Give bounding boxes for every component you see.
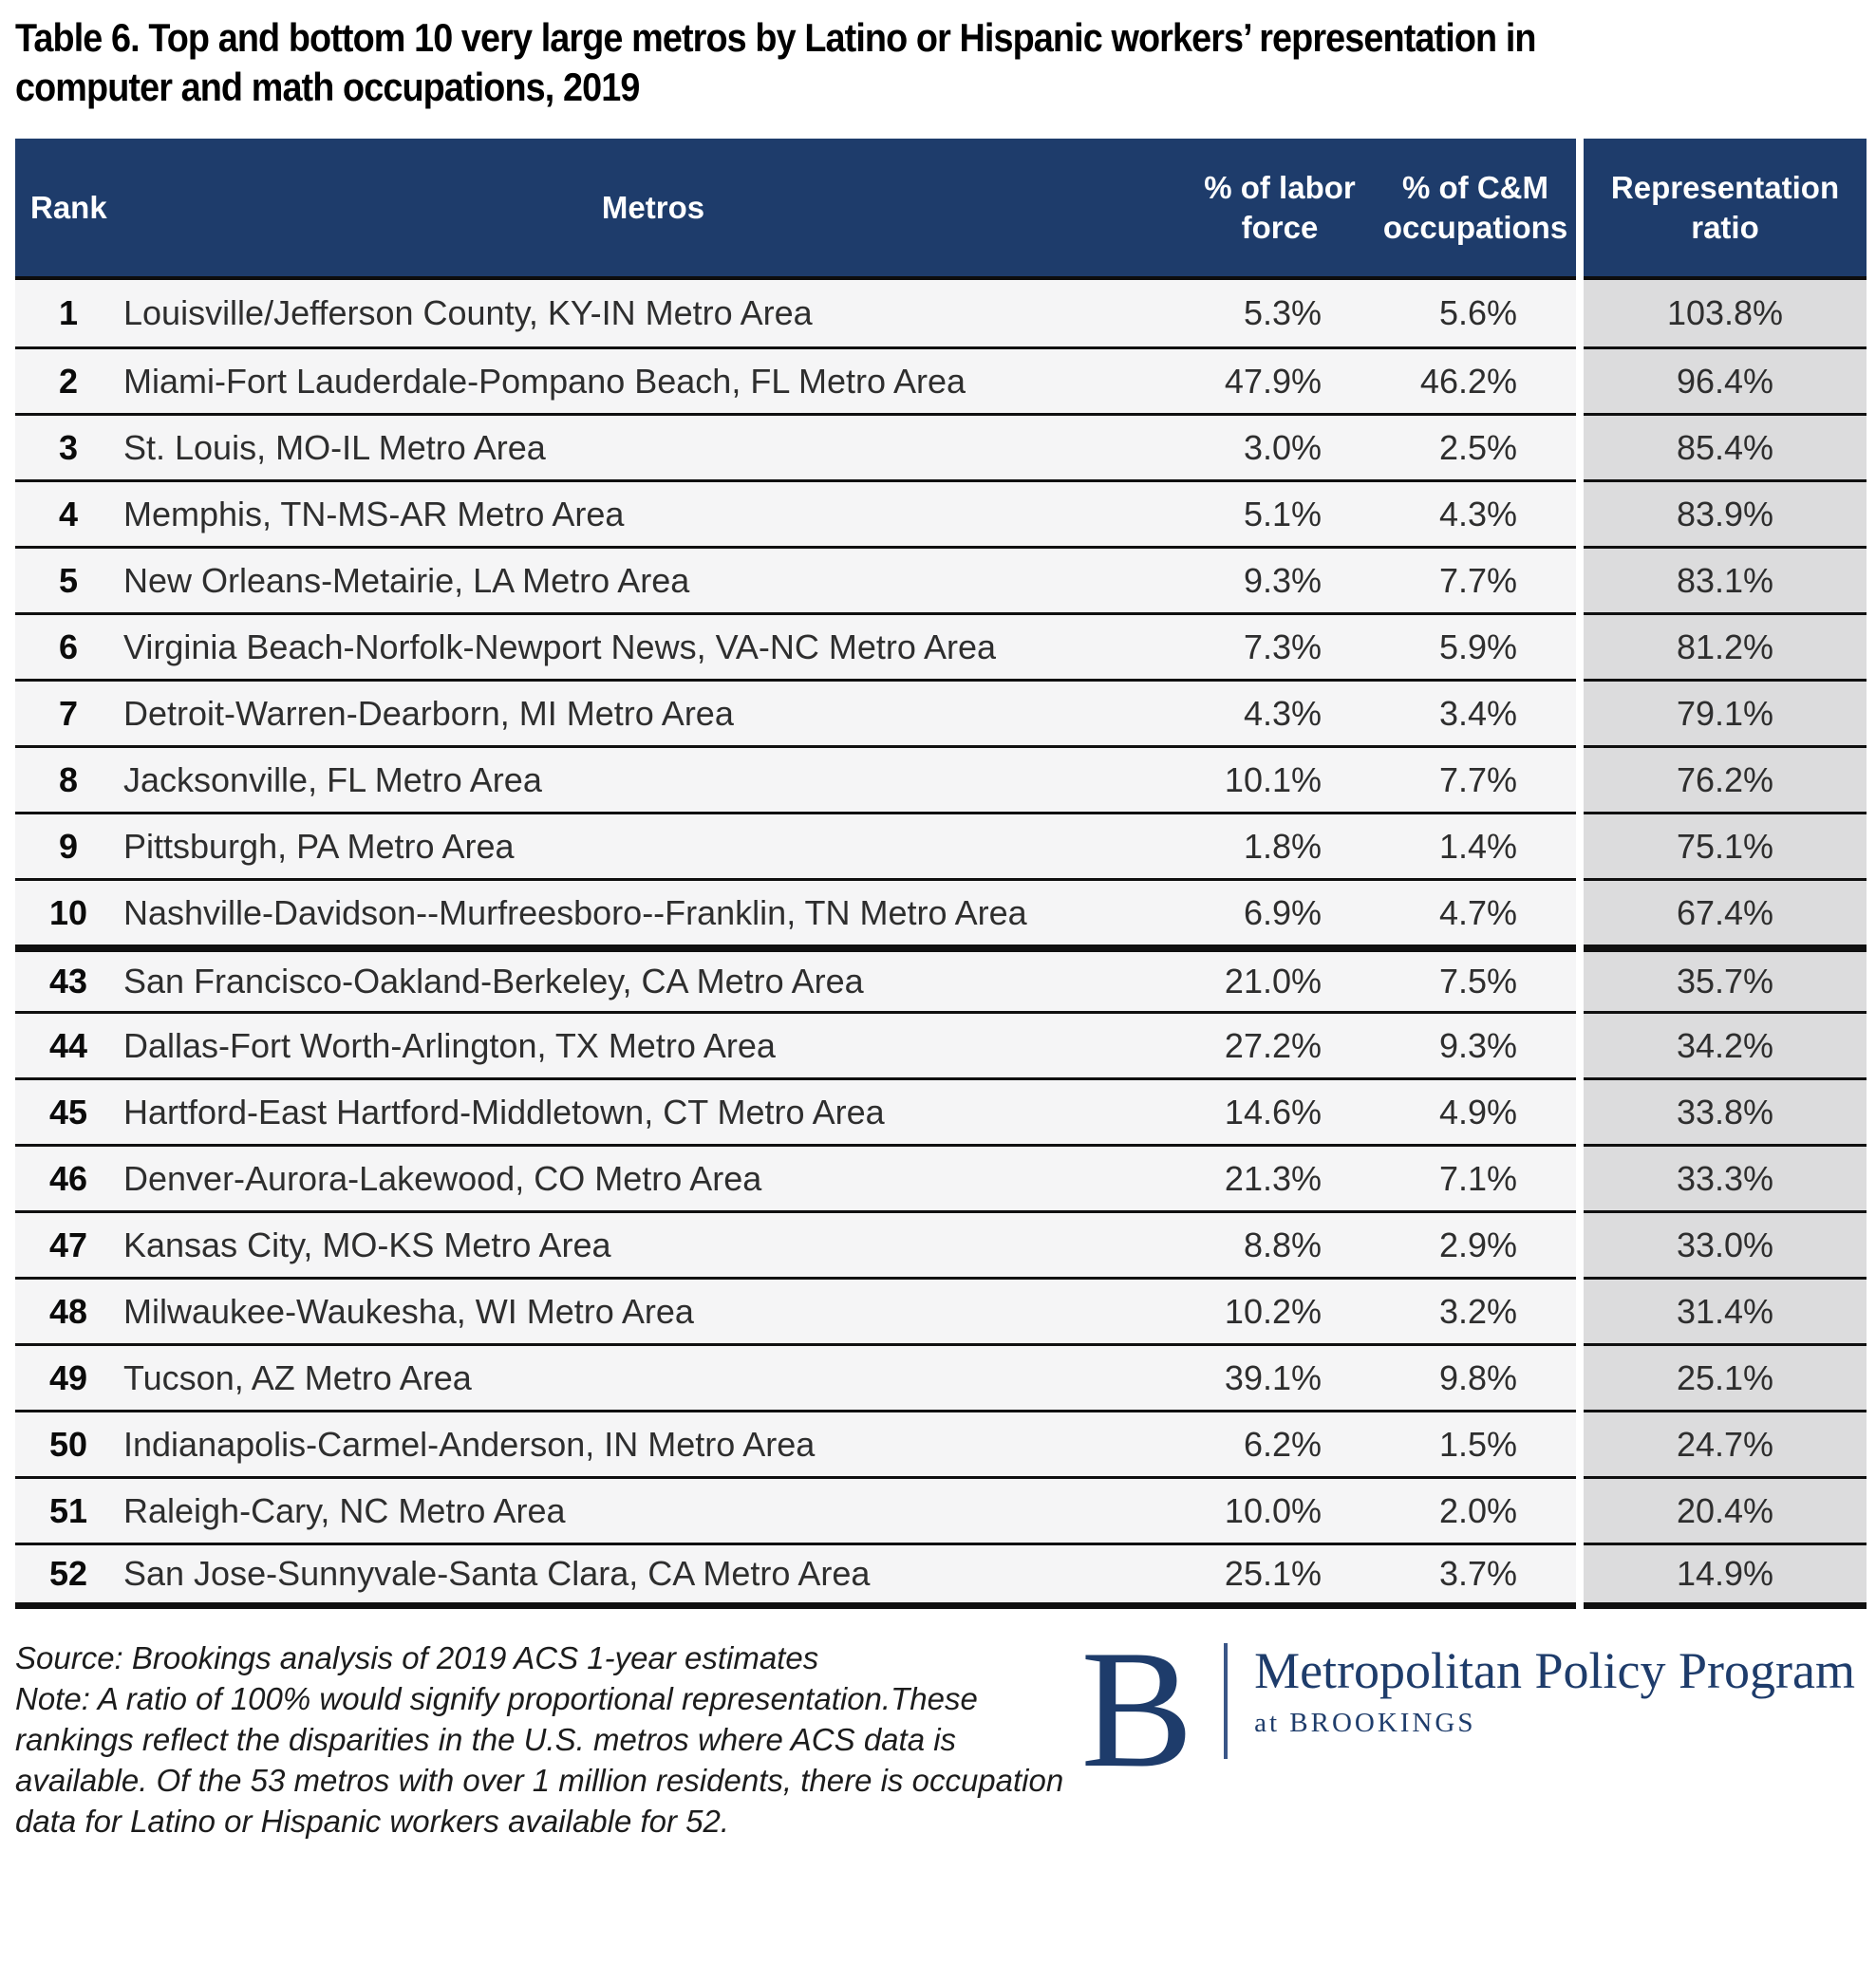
table-row [15,679,1867,745]
header-labor-force [1185,139,1375,280]
representation-ratio-cell: 33.8% [1584,1077,1867,1144]
data-table [15,139,1867,1609]
header-cm-occupations [1375,139,1576,280]
logo-tagline: at BROOKINGS [1254,1708,1476,1738]
table-row [15,1210,1867,1277]
rank-cell: 2 [15,346,122,413]
rank-cell: 50 [15,1410,122,1476]
representation-ratio-cell: 75.1% [1584,812,1867,878]
labor-force-cell: 5.1% [1185,479,1375,546]
representation-ratio-cell: 33.0% [1584,1210,1867,1277]
column-gap [1576,1343,1584,1410]
rank-cell: 44 [15,1011,122,1077]
logo-text [1254,1634,1855,1739]
metro-cell: Raleigh-Cary, NC Metro Area [122,1476,1185,1543]
metro-cell: Denver-Aurora-Lakewood, CO Metro Area [122,1144,1185,1210]
cm-occupations-cell: 9.8% [1375,1343,1576,1410]
representation-ratio-cell: 83.1% [1584,546,1867,612]
table-row [15,1343,1867,1410]
representation-ratio-cell: 24.7% [1584,1410,1867,1476]
column-gap [1576,139,1584,280]
rank-cell: 48 [15,1277,122,1343]
cm-occupations-cell: 1.4% [1375,812,1576,878]
rank-cell: 3 [15,413,122,479]
metro-cell: Dallas-Fort Worth-Arlington, TX Metro Area [122,1011,1185,1077]
table-title-line-1: Table 6. Top and bottom 10 very large metros by Latino or Hispanic workers’ representation in [15,15,1536,60]
cm-occupations-cell: 4.7% [1375,878,1576,945]
table-title [15,13,1867,112]
column-gap [1576,812,1584,878]
table-row [15,1543,1867,1609]
header-metros [122,139,1185,280]
metro-cell: Pittsburgh, PA Metro Area [122,812,1185,878]
rank-cell: 47 [15,1210,122,1277]
labor-force-cell: 9.3% [1185,546,1375,612]
column-gap [1576,1476,1584,1543]
metro-cell: Memphis, TN-MS-AR Metro Area [122,479,1185,546]
representation-ratio-cell: 79.1% [1584,679,1867,745]
rank-cell: 10 [15,878,122,945]
column-gap [1576,546,1584,612]
labor-force-cell: 47.9% [1185,346,1375,413]
representation-ratio-cell: 25.1% [1584,1343,1867,1410]
column-gap [1576,479,1584,546]
note-line-2: rankings reflect the disparities in the U.S. metros where ACS data is [15,1722,957,1757]
metro-cell: Tucson, AZ Metro Area [122,1343,1185,1410]
metro-cell: New Orleans-Metairie, LA Metro Area [122,546,1185,612]
brookings-b-mark: B [1080,1615,1194,1803]
rank-cell: 6 [15,612,122,679]
table-row [15,945,1867,1011]
column-gap [1576,679,1584,745]
header-labor-force-label: % of labor force [1204,169,1356,245]
representation-ratio-cell: 31.4% [1584,1277,1867,1343]
cm-occupations-cell: 3.7% [1375,1543,1576,1609]
footer [15,1615,1867,1842]
labor-force-cell: 10.2% [1185,1277,1375,1343]
metro-cell: Kansas City, MO-KS Metro Area [122,1210,1185,1277]
metro-cell: St. Louis, MO-IL Metro Area [122,413,1185,479]
cm-occupations-cell: 7.7% [1375,745,1576,812]
header-cm-occupations-label: % of C&M occupations [1382,169,1568,245]
table-title-line-2: computer and math occupations, 2019 [15,65,640,109]
labor-force-cell: 3.0% [1185,413,1375,479]
cm-occupations-cell: 7.1% [1375,1144,1576,1210]
cm-occupations-cell: 5.9% [1375,612,1576,679]
representation-ratio-cell: 83.9% [1584,479,1867,546]
table-row [15,413,1867,479]
table-row [15,1277,1867,1343]
representation-ratio-cell: 34.2% [1584,1011,1867,1077]
table-row [15,1476,1867,1543]
labor-force-cell: 1.8% [1185,812,1375,878]
cm-occupations-cell: 7.5% [1375,945,1576,1011]
table-row [15,812,1867,878]
column-gap [1576,745,1584,812]
metro-cell: Virginia Beach-Norfolk-Newport News, VA-NC Metro Area [122,612,1185,679]
note-line-4: data for Latino or Hispanic workers available for 52. [15,1804,730,1839]
rank-cell: 9 [15,812,122,878]
cm-occupations-cell: 9.3% [1375,1011,1576,1077]
column-gap [1576,413,1584,479]
labor-force-cell: 25.1% [1185,1543,1375,1609]
column-gap [1576,878,1584,945]
labor-force-cell: 39.1% [1185,1343,1375,1410]
representation-ratio-cell: 76.2% [1584,745,1867,812]
labor-force-cell: 6.2% [1185,1410,1375,1476]
labor-force-cell: 27.2% [1185,1011,1375,1077]
rank-cell: 4 [15,479,122,546]
table-row [15,1144,1867,1210]
representation-ratio-cell: 103.8% [1584,280,1867,346]
labor-force-cell: 7.3% [1185,612,1375,679]
representation-ratio-cell: 14.9% [1584,1543,1867,1609]
rank-cell: 7 [15,679,122,745]
representation-ratio-cell: 35.7% [1584,945,1867,1011]
rank-cell: 49 [15,1343,122,1410]
labor-force-cell: 21.0% [1185,945,1375,1011]
column-gap [1576,1011,1584,1077]
labor-force-cell: 6.9% [1185,878,1375,945]
table-row [15,878,1867,945]
rank-cell: 1 [15,280,122,346]
column-gap [1576,346,1584,413]
cm-occupations-cell: 1.5% [1375,1410,1576,1476]
representation-ratio-cell: 33.3% [1584,1144,1867,1210]
metro-cell: Indianapolis-Carmel-Anderson, IN Metro Area [122,1410,1185,1476]
rank-cell: 8 [15,745,122,812]
table-body [15,280,1867,1609]
metro-cell: San Jose-Sunnyvale-Santa Clara, CA Metro Area [122,1543,1185,1609]
metro-cell: Milwaukee-Waukesha, WI Metro Area [122,1277,1185,1343]
table-row [15,745,1867,812]
cm-occupations-cell: 4.9% [1375,1077,1576,1144]
source-line: Source: Brookings analysis of 2019 ACS 1-year estimates [15,1640,819,1675]
representation-ratio-cell: 20.4% [1584,1476,1867,1543]
logo-divider [1224,1643,1228,1759]
rank-cell: 52 [15,1543,122,1609]
cm-occupations-cell: 2.5% [1375,413,1576,479]
table-row [15,280,1867,346]
representation-ratio-cell: 81.2% [1584,612,1867,679]
metro-cell: Jacksonville, FL Metro Area [122,745,1185,812]
column-gap [1576,1410,1584,1476]
column-gap [1576,612,1584,679]
column-gap [1576,280,1584,346]
note-line-3: available. Of the 53 metros with over 1 million residents, there is occupation [15,1763,1064,1798]
table-row [15,1077,1867,1144]
labor-force-cell: 5.3% [1185,280,1375,346]
rank-cell: 5 [15,546,122,612]
cm-occupations-cell: 3.4% [1375,679,1576,745]
representation-ratio-cell: 67.4% [1584,878,1867,945]
rank-cell: 45 [15,1077,122,1144]
representation-ratio-cell: 85.4% [1584,413,1867,479]
rank-cell: 43 [15,945,122,1011]
table-row [15,479,1867,546]
header-row [15,139,1867,280]
table-row [15,546,1867,612]
logo-program-name: Metropolitan Policy Program [1254,1642,1855,1699]
rank-cell: 46 [15,1144,122,1210]
labor-force-cell: 10.1% [1185,745,1375,812]
cm-occupations-cell: 2.0% [1375,1476,1576,1543]
table-row [15,612,1867,679]
representation-ratio-cell: 96.4% [1584,346,1867,413]
brookings-logo [1080,1615,1855,1803]
column-gap [1576,1077,1584,1144]
note-line-1: Note: A ratio of 100% would signify proportional representation.These [15,1681,978,1716]
labor-force-cell: 21.3% [1185,1144,1375,1210]
metro-cell: Hartford-East Hartford-Middletown, CT Metro Area [122,1077,1185,1144]
cm-occupations-cell: 3.2% [1375,1277,1576,1343]
metro-cell: Louisville/Jefferson County, KY-IN Metro Area [122,280,1185,346]
labor-force-cell: 8.8% [1185,1210,1375,1277]
column-gap [1576,1543,1584,1609]
metro-cell: Nashville-Davidson--Murfreesboro--Franklin, TN Metro Area [122,878,1185,945]
labor-force-cell: 4.3% [1185,679,1375,745]
table-row [15,346,1867,413]
column-gap [1576,1144,1584,1210]
metro-cell: Miami-Fort Lauderdale-Pompano Beach, FL Metro Area [122,346,1185,413]
rank-cell: 51 [15,1476,122,1543]
cm-occupations-cell: 46.2% [1375,346,1576,413]
table-header [15,139,1867,280]
header-rank-label: Rank [30,189,107,225]
table-row [15,1011,1867,1077]
cm-occupations-cell: 5.6% [1375,280,1576,346]
column-gap [1576,1277,1584,1343]
metro-cell: San Francisco-Oakland-Berkeley, CA Metro Area [122,945,1185,1011]
cm-occupations-cell: 4.3% [1375,479,1576,546]
header-representation-ratio [1584,139,1867,280]
column-gap [1576,1210,1584,1277]
cm-occupations-cell: 2.9% [1375,1210,1576,1277]
column-gap [1576,945,1584,1011]
metro-cell: Detroit-Warren-Dearborn, MI Metro Area [122,679,1185,745]
table-row [15,1410,1867,1476]
header-rank [15,139,122,280]
header-representation-ratio-label: Representation ratio [1610,169,1840,245]
labor-force-cell: 10.0% [1185,1476,1375,1543]
labor-force-cell: 14.6% [1185,1077,1375,1144]
header-metros-label: Metros [601,189,705,225]
cm-occupations-cell: 7.7% [1375,546,1576,612]
